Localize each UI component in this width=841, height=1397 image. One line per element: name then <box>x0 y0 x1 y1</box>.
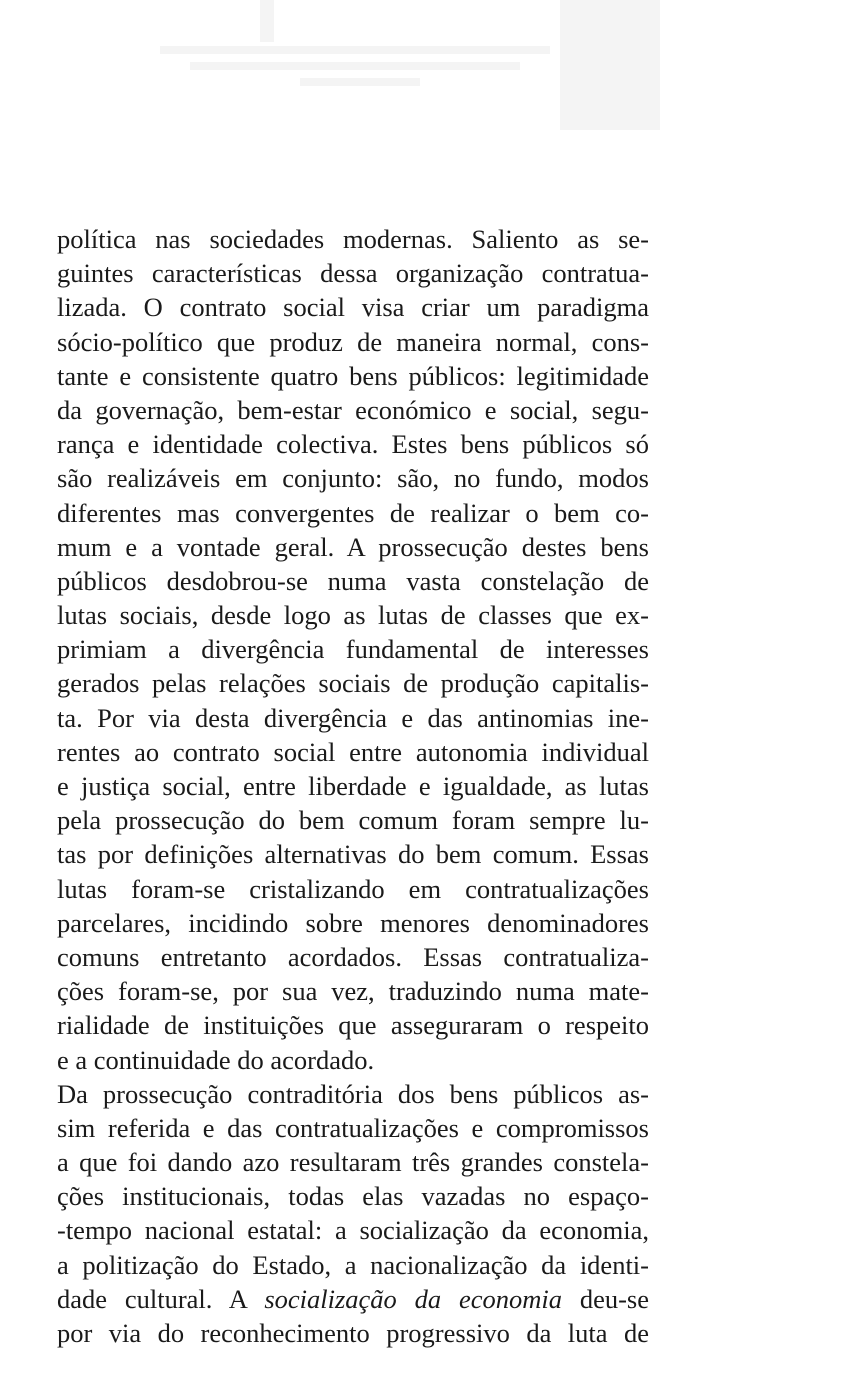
text-line: política nas sociedades modernas. Saliento as se- <box>57 224 649 254</box>
text-line: ta. Por via desta divergência e das antinomias ine- <box>57 702 649 733</box>
text-line: a que foi dando azo resultaram três grandes constela- <box>57 1147 649 1178</box>
text-line: sim referida e das contratualizações e compromissos <box>57 1112 649 1143</box>
text-line: ções foram-se, por sua vez, traduzindo numa mate- <box>57 976 649 1007</box>
text-line: Da prossecução contraditória dos bens públicos as- <box>57 1078 649 1109</box>
text-line: a politização do Estado, a nacionalização da identi- <box>57 1249 649 1280</box>
text-line: -tempo nacional estatal: a socialização da economia, <box>57 1215 649 1246</box>
italic-term: socialização da economia <box>264 1283 562 1314</box>
text-line: rança e identidade colectiva. Estes bens públicos só <box>57 429 649 460</box>
text-line: tas por definições alternativas do bem comum. Essas <box>57 839 649 870</box>
text-line: públicos desdobrou-se numa vasta constelação de <box>57 565 649 596</box>
text-line: tante e consistente quatro bens públicos: legitimidade <box>57 360 649 391</box>
text-run: dade cultural. A <box>57 1283 265 1314</box>
text-line: rialidade de instituições que asseguraram o respeito <box>57 1010 649 1041</box>
text-line: guintes características dessa organização contratua- <box>57 258 649 289</box>
text-line: sócio-político que produz de maneira normal, cons- <box>57 326 649 357</box>
text-line: lizada. O contrato social visa criar um paradigma <box>57 292 649 323</box>
text-line: comuns entretanto acordados. Essas contratualiza- <box>57 941 649 972</box>
text-line: mum e a vontade geral. A prossecução destes bens <box>57 531 649 562</box>
text-line: por via do reconhecimento progressivo da luta de <box>57 1318 649 1348</box>
text-line: lutas foram-se cristalizando em contratualizações <box>57 873 649 904</box>
paragraph-1 <box>57 222 649 1077</box>
body-text <box>57 222 649 1350</box>
paragraph-2 <box>57 1077 649 1351</box>
text-line: são realizáveis em conjunto: são, no fundo, modos <box>57 463 649 494</box>
text-line: parcelares, incidindo sobre menores denominadores <box>57 907 649 938</box>
text-line: primiam a divergência fundamental de interesses <box>57 634 649 665</box>
text-line: diferentes mas convergentes de realizar o bem co- <box>57 497 649 528</box>
text-line: e justiça social, entre liberdade e igualdade, as lutas <box>57 771 649 801</box>
text-line <box>57 1282 649 1316</box>
text-line: e a continuidade do acordado. <box>57 1044 375 1075</box>
text-line: da governação, bem-estar económico e social, segu- <box>57 394 649 425</box>
text-line: rentes ao contrato social entre autonomia individual <box>57 736 649 767</box>
text-line: ções institucionais, todas elas vazadas no espaço- <box>57 1181 649 1212</box>
text-line: lutas sociais, desde logo as lutas de classes que ex- <box>57 600 649 631</box>
text-run: deu-se <box>562 1283 649 1314</box>
text-line: pela prossecução do bem comum foram sempre lu- <box>57 805 649 836</box>
bleed-through-header <box>150 0 660 135</box>
text-line: gerados pelas relações sociais de produção capitalis- <box>57 668 649 699</box>
